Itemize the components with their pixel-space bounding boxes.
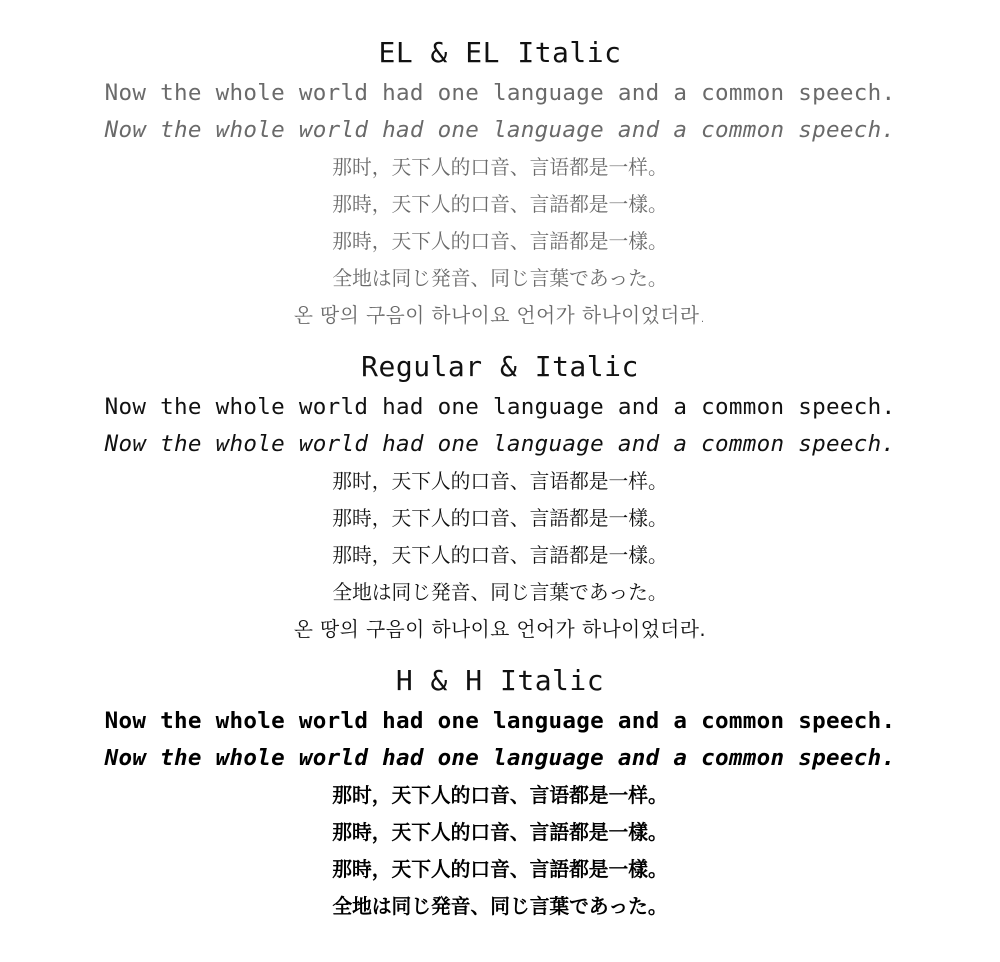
- sample-chinese-traditional-tw: 那時，天下人的口音、言語都是一樣。: [332, 507, 668, 530]
- sample-chinese-traditional-tw: 那時，天下人的口音、言語都是一樣。: [332, 821, 668, 844]
- sample-korean: 온 땅의 구음이 하나이요 언어가 하나이었더라.: [293, 618, 707, 641]
- section-heading: Regular & Italic: [361, 350, 639, 383]
- section-heading: EL & EL Italic: [378, 36, 622, 69]
- sample-chinese-simplified: 那时，天下人的口音、言语都是一样。: [332, 156, 668, 179]
- sample-latin-regular: Now the whole world had one language and a common speech.: [104, 80, 896, 106]
- sample-chinese-simplified: 那时，天下人的口音、言语都是一样。: [332, 470, 668, 493]
- sample-chinese-traditional-hk: 那時，天下人的口音、言語都是一樣。: [332, 858, 668, 881]
- sample-latin-italic: Now the whole world had one language and a common speech.: [104, 431, 896, 457]
- sample-chinese-traditional-hk: 那時，天下人的口音、言語都是一樣。: [332, 230, 668, 253]
- sample-japanese: 全地は同じ発音、同じ言葉であった。: [332, 895, 668, 918]
- sample-chinese-traditional-tw: 那時，天下人的口音、言語都是一樣。: [332, 193, 668, 216]
- specimen-section-regular: [0, 351, 1000, 648]
- sample-latin-regular: Now the whole world had one language and a common speech.: [104, 394, 896, 420]
- sample-korean: 온 땅의 구음이 하나이요 언어가 하나이었더라.: [293, 304, 707, 327]
- sample-japanese: 全地は同じ発音、同じ言葉であった。: [332, 267, 668, 290]
- sample-latin-italic: Now the whole world had one language and a common speech.: [104, 745, 896, 771]
- section-heading: H & H Italic: [395, 664, 605, 697]
- sample-latin-regular: Now the whole world had one language and a common speech.: [104, 708, 896, 734]
- sample-latin-italic: Now the whole world had one language and a common speech.: [104, 117, 896, 143]
- sample-chinese-traditional-hk: 那時，天下人的口音、言語都是一樣。: [332, 544, 668, 567]
- sample-chinese-simplified: 那时，天下人的口音、言语都是一样。: [332, 784, 668, 807]
- specimen-section-heavy: [0, 665, 1000, 925]
- sample-japanese: 全地は同じ発音、同じ言葉であった。: [332, 581, 668, 604]
- specimen-section-extralight: [0, 37, 1000, 334]
